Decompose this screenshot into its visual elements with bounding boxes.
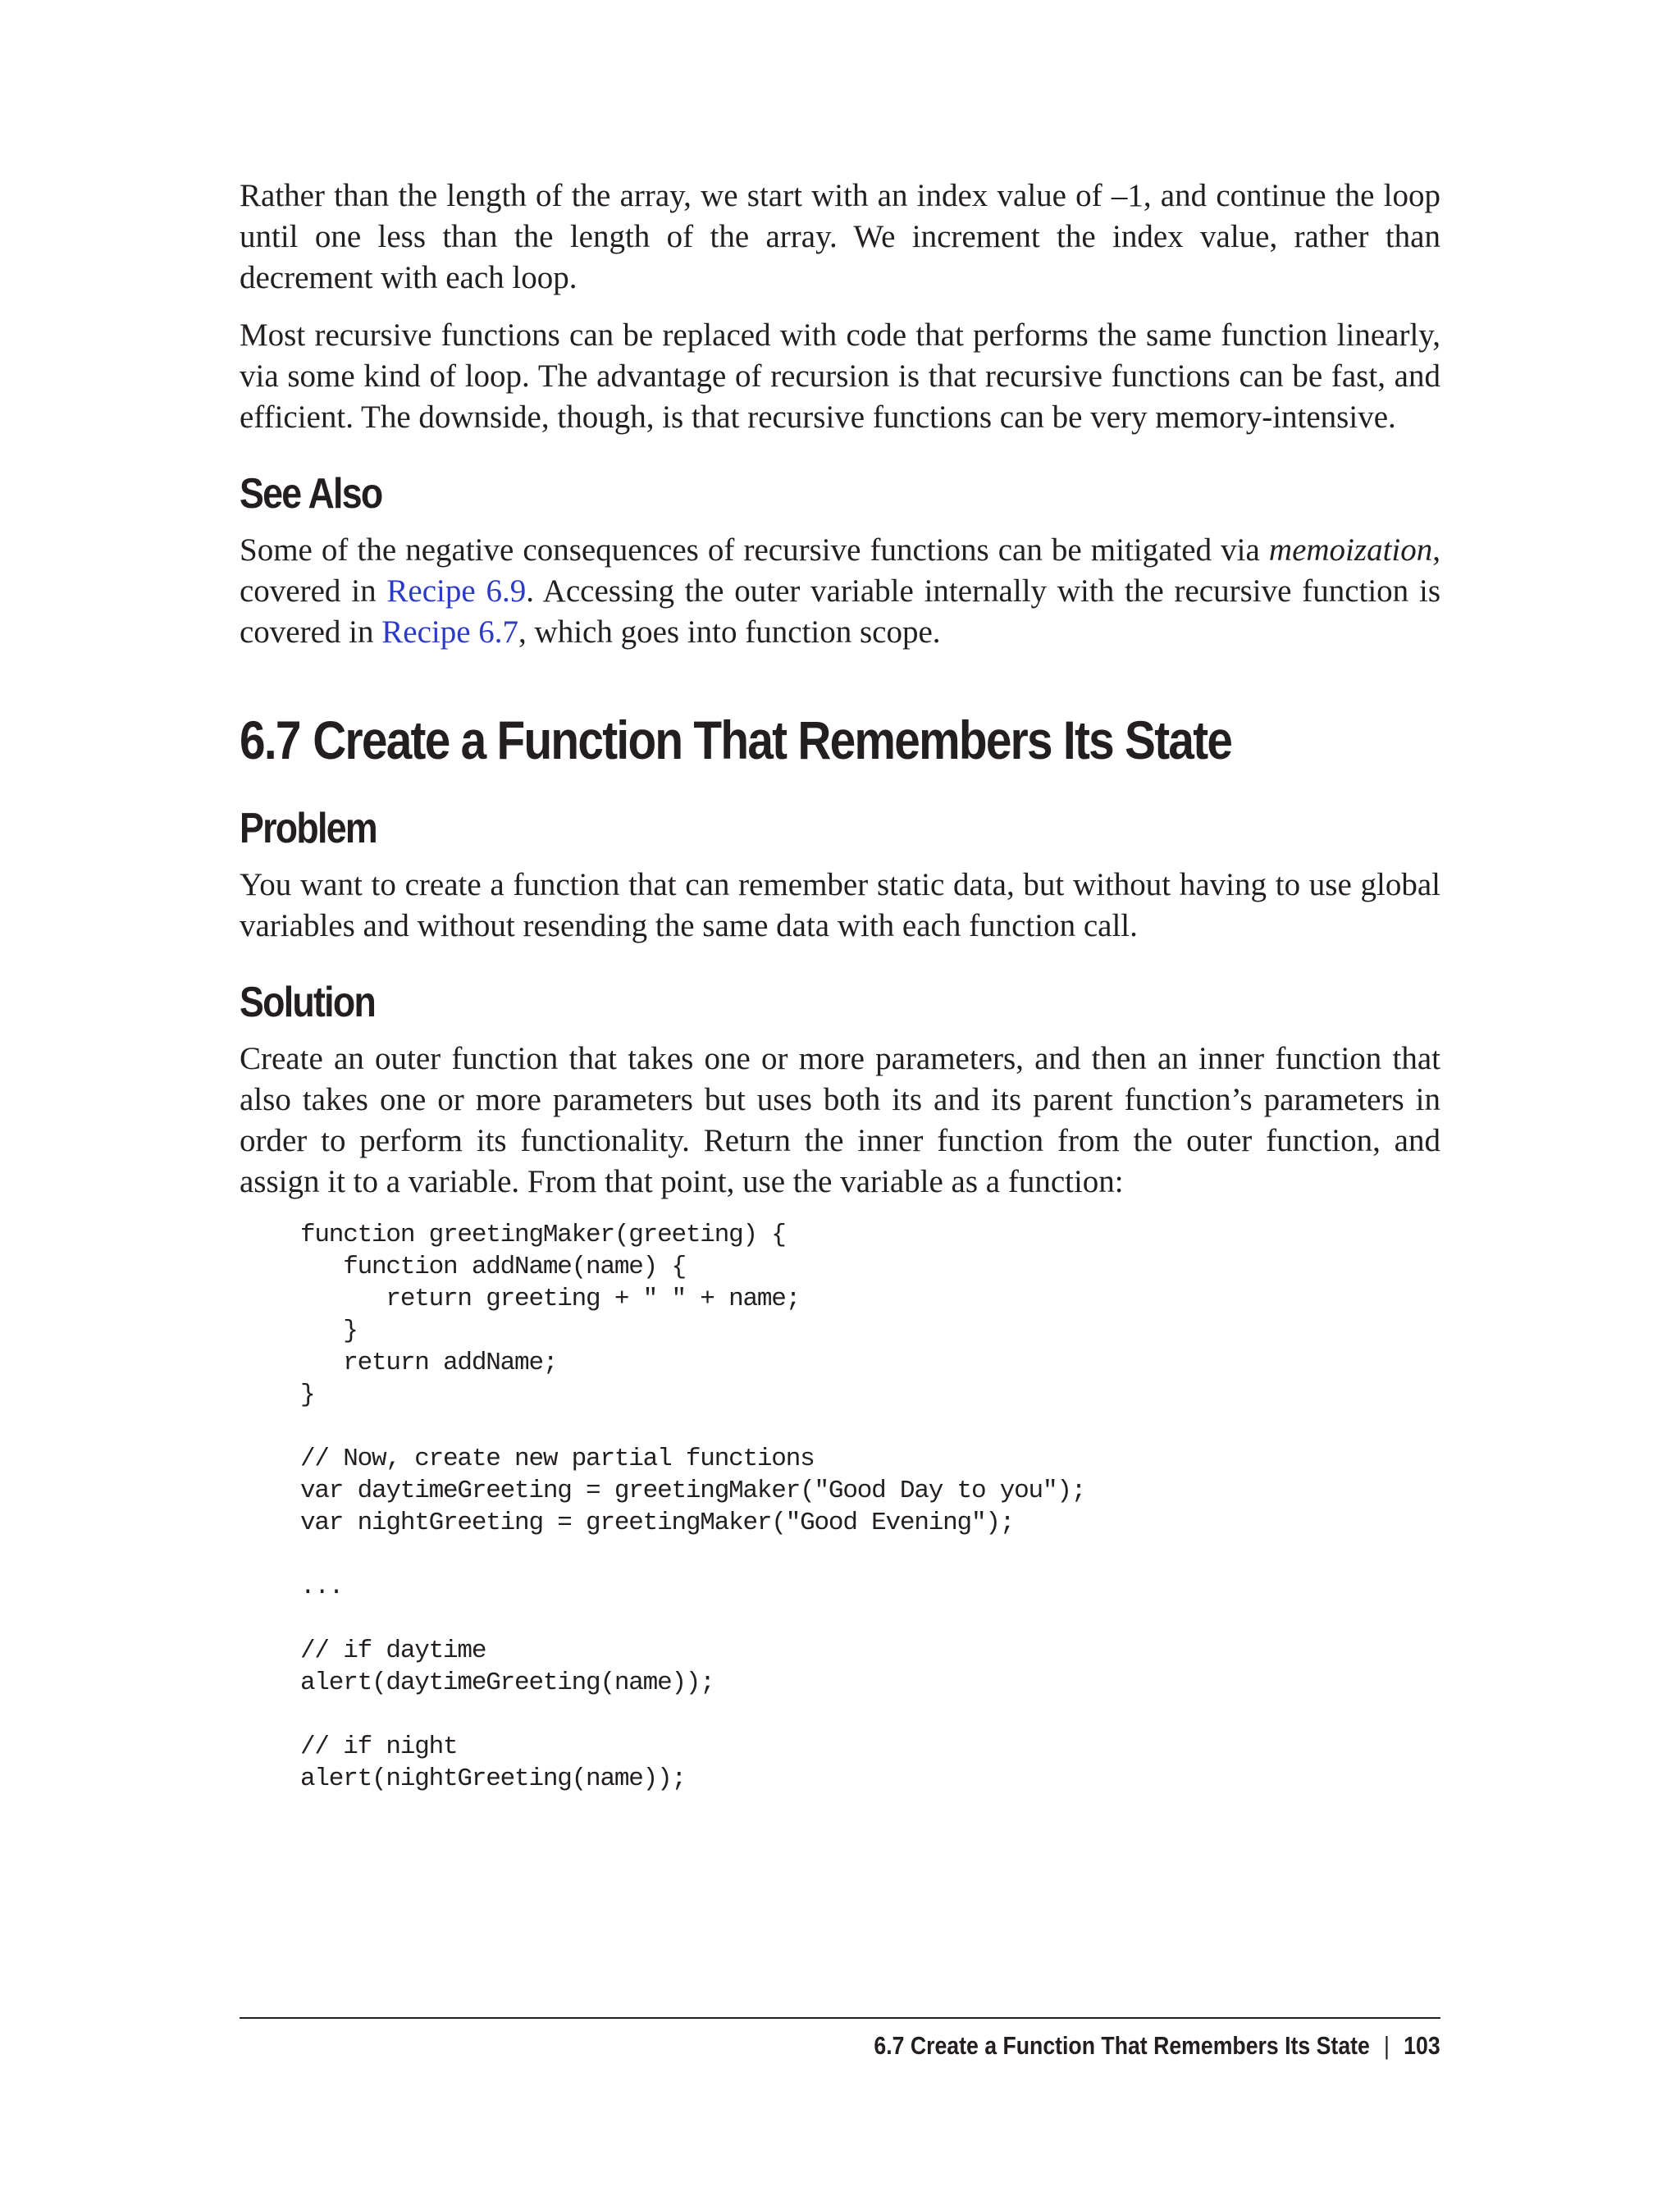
problem-heading: Problem bbox=[240, 805, 377, 852]
footer-rule bbox=[240, 2017, 1440, 2019]
footer-separator: | bbox=[1384, 2031, 1390, 2060]
intro-paragraph-2: Most recursive functions can be replaced with code that performs the same function linearly, via some kind of loop. The advantage of recursion is that recursive functions can be fast, and efficient. The downside, though, is that recursive functions can be very memory-intensive. bbox=[240, 317, 1440, 435]
see-also-heading: See Also bbox=[240, 470, 382, 518]
see-also-text-4: , which goes into function scope. bbox=[518, 614, 941, 650]
code-listing: function greetingMaker(greeting) { function addName(name) { return greeting + " " + name; } return addName; } // Now, create new partial functions var daytimeGreeting = greetingMaker("Good Day to you"); var nightGreeting = greetingMaker("Good Evening"); ... // if daytime alert(daytimeGreeting(name)); // if night alert(nightGreeting(name)); bbox=[300, 1221, 1086, 1793]
intro-paragraph-1: Rather than the length of the array, we start with an index value of –1, and continue the loop until one less than the length of the array. We increment the index value, rather than decrement with each loop. bbox=[240, 178, 1440, 295]
problem-paragraph: You want to create a function that can remember static data, but without having to use global variables and without resending the same data with each function call. bbox=[240, 867, 1440, 943]
page-footer bbox=[874, 2029, 1440, 2062]
page-content bbox=[240, 176, 1440, 1795]
see-also-text-2: , covered in bbox=[240, 532, 1440, 609]
recipe-6-7-link[interactable]: Recipe 6.7 bbox=[381, 614, 519, 650]
running-head: 6.7 Create a Function That Remembers Its State bbox=[874, 2031, 1371, 2060]
recipe-title bbox=[240, 707, 1272, 773]
memoization-term: memoization bbox=[1268, 532, 1433, 568]
solution-paragraph: Create an outer function that takes one or more parameters, and then an inner function that also takes one or more parameters but uses both its and its parent function’s parameters in order to perform its functionality. Return the inner function from the outer function, and assign it to a variable. From that point, use the variable as a function: bbox=[240, 1041, 1440, 1199]
see-also-text-3: . Accessing the outer variable internally with the recursive function is covered in bbox=[240, 573, 1441, 650]
recipe-title-text: Create a Function That Remembers Its State bbox=[313, 710, 1232, 770]
recipe-6-9-link[interactable]: Recipe 6.9 bbox=[386, 573, 527, 609]
recipe-number: 6.7 bbox=[240, 710, 300, 770]
see-also-paragraph bbox=[240, 530, 1440, 653]
page-number: 103 bbox=[1404, 2031, 1440, 2060]
solution-heading: Solution bbox=[240, 979, 376, 1026]
see-also-text-1: Some of the negative consequences of recursive functions can be mitigated via bbox=[240, 532, 1269, 568]
